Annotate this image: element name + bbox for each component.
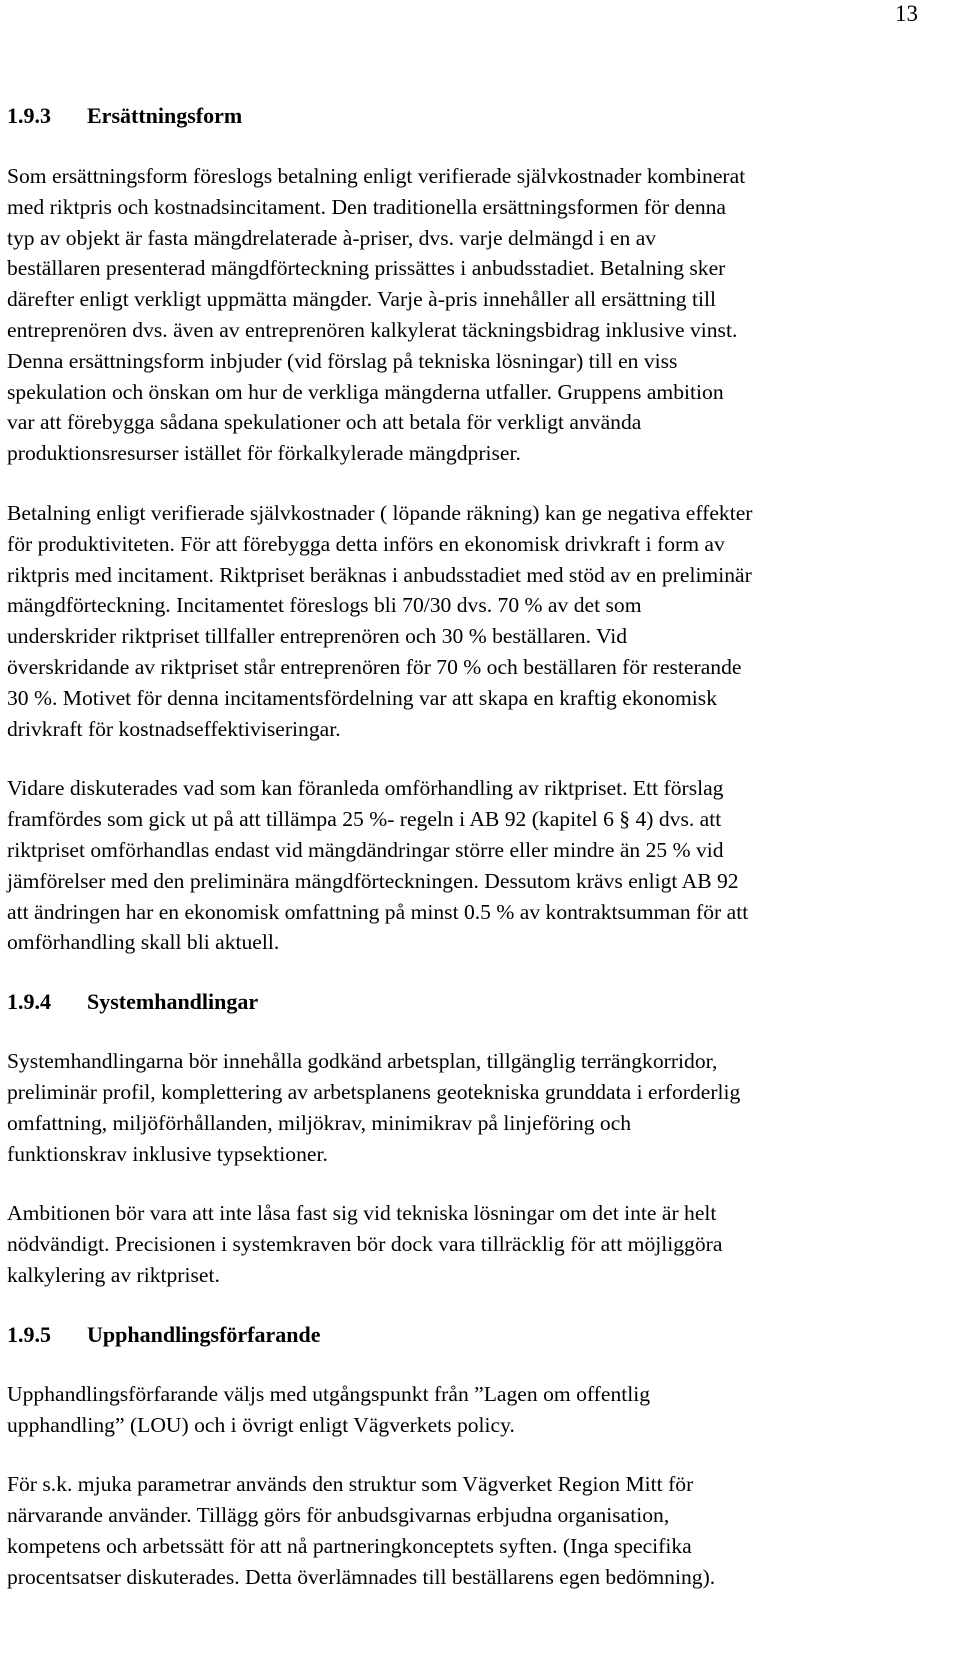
text-line: spekulation och önskan om hur de verkliga mängderna utfaller. Gruppens ambition — [7, 379, 724, 404]
text-line: kompetens och arbetssätt för att nå partneringkonceptets syften. (Inga specifika — [7, 1533, 692, 1558]
text-line: Systemhandlingarna bör innehålla godkänd arbetsplan, tillgänglig terrängkorridor, — [7, 1049, 718, 1074]
text-line: omförhandling skall bli aktuell. — [7, 930, 280, 955]
text-line: 30 %. Motivet för denna incitamentsfördelning var att skapa en kraftig ekonomisk — [7, 685, 717, 710]
paragraph-ersattningsform-3 — [7, 773, 953, 958]
text-line: För s.k. mjuka parametrar används den struktur som Vägverket Region Mitt för — [7, 1472, 694, 1497]
paragraph-upphandlingsforfarande-1 — [7, 1379, 953, 1441]
text-line: drivkraft för kostnadseffektiviseringar. — [7, 716, 341, 741]
text-line: procentsatser diskuterades. Detta överlämnades till beställarens egen bedömning). — [7, 1564, 716, 1589]
section-number: 1.9.5 — [7, 1321, 51, 1347]
text-line: funktionskrav inklusive typsektioner. — [7, 1141, 328, 1166]
paragraph-upphandlingsforfarande-2 — [7, 1469, 953, 1592]
text-line: riktpriset omförhandlas endast vid mängdändringar större eller mindre än 25 % vid — [7, 837, 724, 862]
text-line: framfördes som gick ut på att tillämpa 25 %- regeln i AB 92 (kapitel 6 § 4) dvs. att — [7, 807, 722, 832]
text-line: med riktpris och kostnadsincitament. Den traditionella ersättningsformen för denna — [7, 194, 726, 219]
text-line: entreprenören dvs. även av entreprenören kalkylerat täckningsbidrag inklusive vinst. — [7, 317, 738, 342]
text-line: Vidare diskuterades vad som kan föranleda omförhandling av riktpriset. Ett förslag — [7, 776, 724, 801]
text-line: Betalning enligt verifierade självkostnader ( löpande räkning) kan ge negativa effekter — [7, 500, 753, 525]
text-line: var att förebygga sådana spekulationer och att betala för verkligt använda — [7, 410, 642, 435]
text-line: Som ersättningsform föreslogs betalning enligt verifierade självkostnader kombinerat — [7, 164, 746, 188]
document-body — [7, 101, 953, 1592]
text-line: upphandling” (LOU) och i övrigt enligt Vägverkets policy. — [7, 1412, 515, 1437]
text-line: att ändringen har en ekonomisk omfattning på minst 0.5 % av kontraktsumman för att — [7, 899, 749, 924]
text-line: produktionsresurser istället för förkalkylerade mängdpriser. — [7, 441, 521, 466]
section-heading-systemhandlingar — [7, 987, 953, 1017]
text-line: därefter enligt verkligt uppmätta mängder. Varje à-pris innehåller all ersättning till — [7, 287, 716, 312]
text-line: typ av objekt är fasta mängdrelaterade à-priser, dvs. varje delmängd i en av — [7, 225, 657, 250]
text-line: Upphandlingsförfarande väljs med utgångspunkt från ”Lagen om offentlig — [7, 1381, 651, 1406]
text-line: mängdförteckning. Incitamentet föreslogs bli 70/30 dvs. 70 % av det som — [7, 593, 642, 618]
paragraph-systemhandlingar-1 — [7, 1046, 953, 1169]
section-title: Ersättningsform — [87, 103, 243, 128]
section-number: 1.9.3 — [7, 103, 51, 128]
text-line: underskrider riktpriset tillfaller entreprenören och 30 % beställaren. Vid — [7, 624, 628, 649]
section-heading-ersattningsform — [7, 101, 953, 131]
paragraph-ersattningsform-2 — [7, 498, 953, 744]
section-title: Upphandlingsförfarande — [87, 1321, 321, 1347]
text-line: kalkylering av riktpriset. — [7, 1262, 220, 1287]
section-title: Systemhandlingar — [87, 989, 259, 1015]
section-number: 1.9.4 — [7, 989, 51, 1015]
text-line: nödvändigt. Precisionen i systemkraven bör dock vara tillräcklig för att möjliggöra — [7, 1232, 723, 1257]
text-line: beställaren presenterad mängdförteckning prissättes i anbudsstadiet. Betalning sker — [7, 256, 726, 281]
text-line: riktpris med incitament. Riktpriset beräknas i anbudsstadiet med stöd av en preliminär — [7, 562, 752, 587]
text-line: överskridande av riktpriset står entreprenören för 70 % och beställaren för resterande — [7, 654, 742, 679]
text-line: för produktiviteten. För att förebygga detta införs en ekonomisk drivkraft i form av — [7, 531, 725, 556]
text-line: jämförelser med den preliminära mängdförteckningen. Dessutom krävs enligt AB 92 — [7, 868, 739, 893]
paragraph-ersattningsform-1 — [7, 161, 953, 469]
page-number: 13 — [895, 1, 918, 26]
section-heading-upphandlingsforfarande — [7, 1320, 953, 1350]
text-line: Ambitionen bör vara att inte låsa fast sig vid tekniska lösningar om det inte är helt — [7, 1201, 717, 1226]
text-line: preliminär profil, komplettering av arbetsplanens geotekniska grunddata i erforderlig — [7, 1079, 741, 1104]
paragraph-systemhandlingar-2 — [7, 1198, 953, 1290]
text-line: omfattning, miljöförhållanden, miljökrav, minimikrav på linjeföring och — [7, 1110, 632, 1135]
text-line: närvarande använder. Tillägg görs för anbudsgivarnas erbjudna organisation, — [7, 1503, 670, 1528]
text-line: Denna ersättningsform inbjuder (vid förslag på tekniska lösningar) till en viss — [7, 348, 678, 373]
